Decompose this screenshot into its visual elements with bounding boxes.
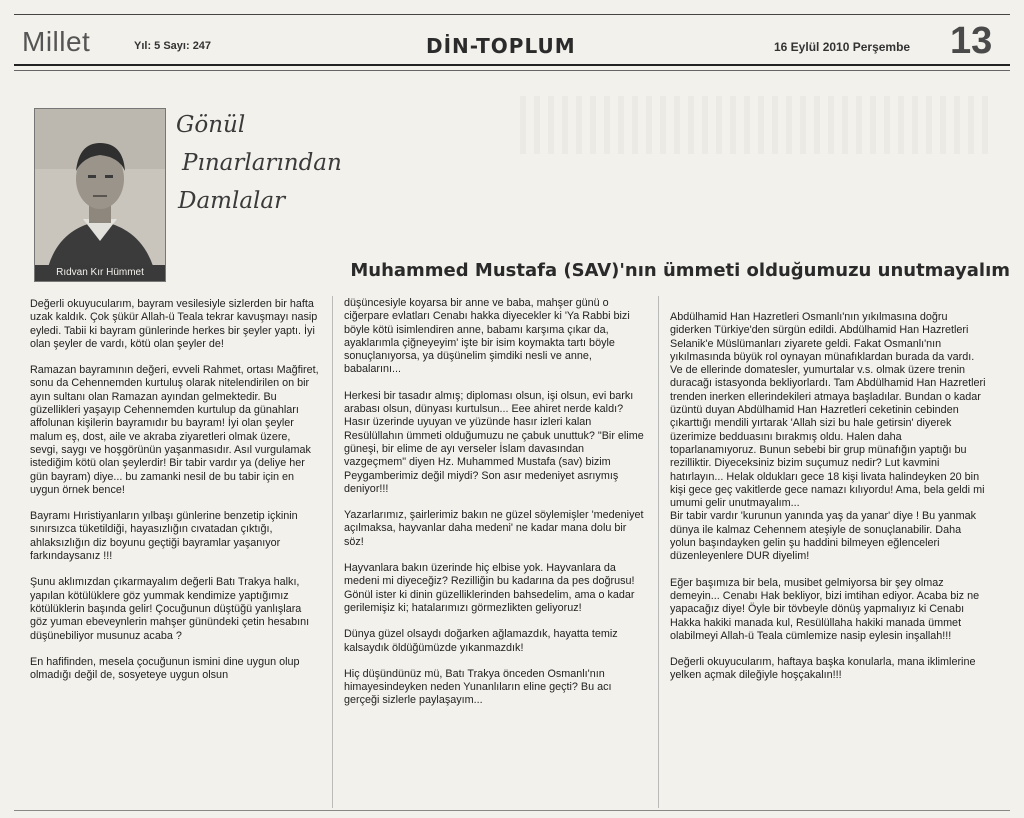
paragraph: Şunu aklımızdan çıkarmayalım değerli Batı Trakya halkı, yapılan kötülüklere göz yummak kendimize yaptığımız kötülüklerin başında gelir! Çocuğunun düştüğü yanlışlara göz yuman ebeveynlerin mahşer günündeki çetin hesabını düşünebiliyor musunuz acaba ? <box>30 576 310 642</box>
column-title-line-2: Pınarlarından <box>182 150 342 176</box>
author-portrait-image <box>35 109 165 281</box>
masthead <box>22 22 1006 62</box>
paragraph: Değerli okuyucularım, haftaya başka konularla, mana iklimlerine yelken açmak dileğiyle hoşçakalın!!! <box>670 656 976 682</box>
paragraph: Bir tabir vardır 'kurunun yanında yaş da yanar' diye ! Bu yanmak dünya ile kalmaz Cehennem ateşiyle de sonuçlanabilir. Daha yolun başındayken gelin şu haddini bilmeyen eğlenceleri düzenleyenlere DUR diyelim! <box>670 510 976 563</box>
author-name: Rıdvan Kır Hümmet <box>35 265 165 281</box>
column-divider <box>658 296 659 808</box>
paragraph: Yazarlarımız, şairlerimiz bakın ne güzel söylemişler 'medeniyet açılmaksa, hayvanlar daha medeni' ne kadar mana dolu bir söz! <box>344 509 644 548</box>
paragraph: Abdülhamid Han Hazretleri Osmanlı'nın yıkılmasına doğru giderken Türkiye'den sürgün edildi. Abdülhamid Han Hazretleri Selanik'e Müslümanları ziyarete geldi. Fakat Osmanlı'nın yıkılmasında büyük rol oynayan münafıklardan burada da vardı. Ve de ellerinde domatesler, yumurtalar v.s. olmak üzere trenin duracağı istasyonda bekliyorlardı. Tam Abdülhamid Han Hazretleri trenden inerken ellerindekileri atmaya başladılar. Bundan o kadar üzüntü duyan Abdülhamid Han Hazretleri ceketinin cebinden çıkarttığı mendili yırtarak 'Allah sizi bu hale getirsin' diyerek üzerimize bedduasını bırakmış oldu. Halen daha toparlanamıyoruz. Bunun sebebi bir grup münafığın yaptığı bu rezilliktir. Diyeceksiniz bizim suçumuz nedir? Lut kavmini hatırlayın... Helak oldukları gece 18 kişi livata halindeyken 20 bin kişi gece geç vakitlerde gece namazı kılıyordu! Ama, bela geldi mi umumi gelir unutmayalım... <box>670 311 986 510</box>
header-rule <box>14 64 1010 66</box>
paragraph: Bayramı Hıristiyanların yılbaşı günlerine benzetip içkinin sınırsızca tüketildiği, hayasızlığın cıvatadan çıktığı, ahlaksızlığın diz boyunu geçtiği bayramlar yaşanıyor farkındaysanız !!! <box>30 510 298 563</box>
paragraph: Ramazan bayramının değeri, evveli Rahmet, ortası Mağfiret, sonu da Cehennemden kurtuluş olarak nitelendirilen on bir ayın sultanı olan Ramazan ayından gelmektedir. Bu güzellikleri yaşayıp Cehennemden kurtulup da günahları affolunan kişilerin bayramıdır bu bayram! İyi olan şeyler malum eş, dost, aile ve akraba ziyaretleri olmak üzere, sevgi, saygı ve hoşgörünün yaşanmasıdır. Asıl vurgulamak istediğim kötü olan şeylerdir! Bir tabir vardır ya (deliye her gün bayram) diye... bu zamanki nesil de bu tabir için en uygun örnek bence! <box>30 364 319 496</box>
paragraph: Eğer başımıza bir bela, musibet gelmiyorsa bir şey olmaz demeyin... Cenabı Hak bekliyor, bizi imtihan ediyor. Acaba biz ne yapacağız diye! Öyle bir tövbeyle dönüş yapmalıyız ki Cenabı Hakka hakiki manada kul, Resülüllaha hakiki manada ümmet olabilmeyi Allah-ü Teala cümlemize nasip eylesin inşallah!!! <box>670 576 980 642</box>
top-rule <box>14 14 1010 15</box>
page-number: 13 <box>950 20 993 62</box>
article-headline: Muhammed Mustafa (SAV)'nın ümmeti olduğumuzu unutmayalım <box>350 260 1010 281</box>
column-title-line-3: Damlalar <box>178 188 286 214</box>
issue-date: 16 Eylül 2010 Perşembe <box>774 40 911 54</box>
paragraph: Dünya güzel olsaydı doğarken ağlamazdık, hayatta temiz kalsaydık öldüğümüzde yıkanmazdık! <box>344 628 618 654</box>
bottom-rule <box>14 810 1010 811</box>
paragraph: En hafifinden, mesela çocuğunun ismini dine uygun olup olmadığı değil de, sosyeteye uygun olsun <box>30 655 300 682</box>
header-rule-thin <box>14 70 1010 71</box>
paper-name: Millet <box>22 26 91 57</box>
show-through-print <box>520 96 990 154</box>
paragraph: Herkesi bir tasadır almış; diploması olsun, işi olsun, evi barkı arabası olsun, dünyası kurtulsun... Eee ahiret nerde kaldı? Hasır üzerinde uyuyan ve yüzünde hasır izleri kalan Resülüllahın ümmeti olduğumuzu ne çabuk unuttuk? "Bir elime güneşi, bir elime de ayı verseler İslam davasından vazgeçmem" diyen Hz. Muhammed Mustafa (sav) bizim Peygamberimiz değil miydi? Son asır medeniyet asrıymış deniyor!!! <box>344 389 644 495</box>
paragraph: Değerli okuyucularım, bayram vesilesiyle sizlerden bir hafta uzak kaldık. Çok şükür Allah-ü Teala tekrar kavuşmayı nasip eyledi. Tabii ki bayram günlerinde herkes bir şeyler yaptı. İyi olan şeyler de vardı, kötü olan şeyler de! <box>30 298 318 350</box>
issue-info: Yıl: 5 Sayı: 247 <box>134 40 212 52</box>
section-title: DİN-TOPLUM <box>426 34 576 58</box>
column-title <box>176 106 342 220</box>
author-photo <box>34 108 166 282</box>
article-column-3 <box>670 311 986 696</box>
column-title-line-1: Gönül <box>176 112 246 138</box>
paragraph: Hayvanlara bakın üzerinde hiç elbise yok. Hayvanlara da medeni mi diyeceğiz? Rezilliğin bu kadarına da pes doğrusu! Gönül ister ki dinin güzelliklerinden bahsedelim, ama o kadar gerilemişiz ki; hatalarımızı görmezlikten geliyoruz! <box>344 562 635 614</box>
article-column-1 <box>30 298 320 695</box>
paragraph: Hiç düşündünüz mü, Batı Trakya önceden Osmanlı'nın himayesindeyken neden Yunanlıların eline geçti? Bu acı gerçeği sizlerle paylaşayım... <box>344 667 612 707</box>
article-column-2 <box>344 297 646 721</box>
paragraph: düşüncesiyle koyarsa bir anne ve baba, mahşer günü o ciğerpare evlatları Cenabı hakka diyecekler ki 'Ya Rabbi bizi böyle kötü isimlendiren anne, babamı karşıma çıkar da, ayaklarımla çiğneyeyim' işte bir isim koymakta tartı böyle sonuçlanıyorsa, ya düşünelim şimdiki nesli ve anne, babalarını... <box>344 297 630 376</box>
column-divider <box>332 296 333 808</box>
